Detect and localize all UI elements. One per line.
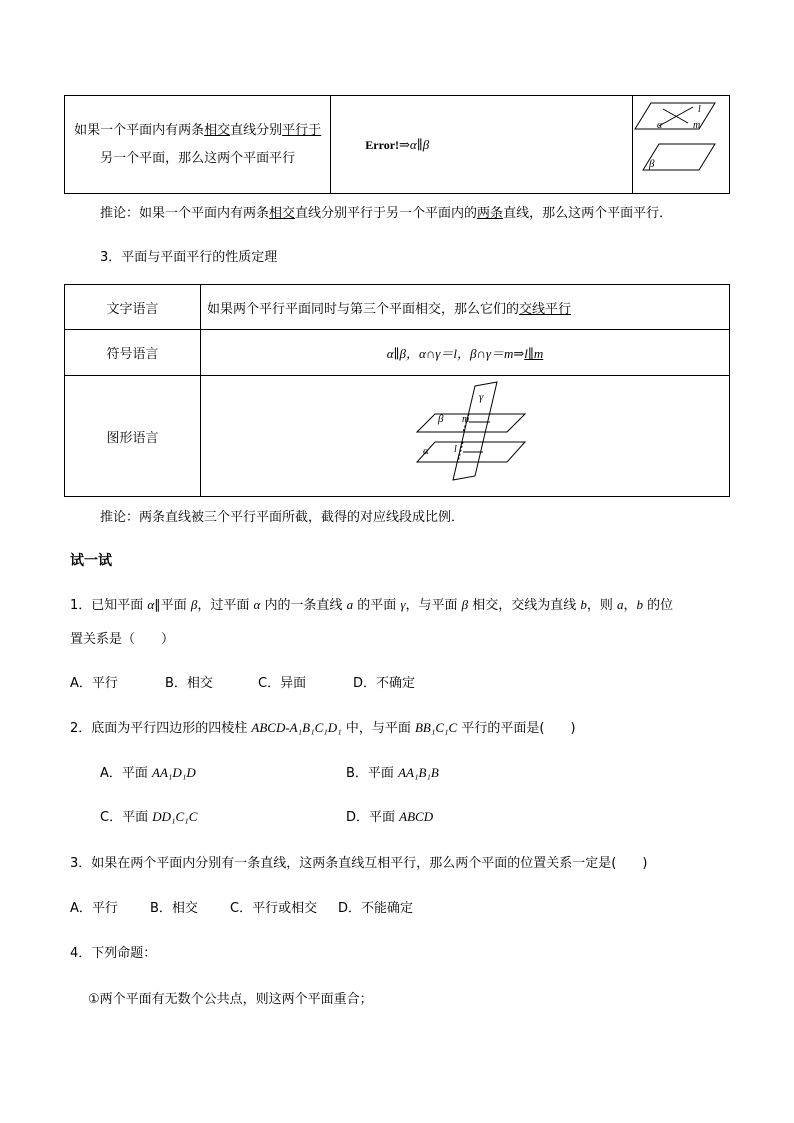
q1-stem-part: β [461,597,469,612]
theorem-text-line2: 另一个平面，那么这两个平面平行 [100,150,296,166]
fig1-l-label: l [698,104,701,115]
question-1-stem-line2: 置关系是（ ） [70,632,175,647]
fig1-beta-label: β [649,158,655,170]
theorem-text-cell [65,96,331,194]
fig1-alpha-label: α [657,120,663,131]
q1-stem-part: ，与平面 [405,598,462,613]
question-1-option-c[interactable]: C．异面 [258,676,307,691]
row-value-text-language: 如果两个平行平面同时与第三个平面相交，那么它们的交线平行 [201,285,730,330]
q1-stem-part: 的位 [643,598,674,613]
question-1-option-a[interactable]: A．平行 [70,676,118,691]
property-table [64,284,730,497]
q1-stem-part: a [617,597,624,612]
question-2-option-d[interactable]: D．平面 ABCD [346,809,434,825]
question-1-option-b[interactable]: B．相交 [165,676,213,691]
q1-stem-part: b [580,597,587,612]
theorem-symbol-cell [331,96,633,194]
question-3-option-c[interactable]: C．平行或相交 [230,901,318,916]
fig1-m-label: m [693,120,701,131]
row-label-symbol-language: 符号语言 [65,330,201,376]
question-2-option-c[interactable]: C．平面 DD₁C₁C [100,809,198,825]
row-value-figure-language [201,376,730,497]
question-4-item-1: ①两个平面有无数个公共点，则这两个平面重合； [88,992,373,1007]
q1-stem-part: 内的一条直线 [260,598,347,613]
q1-stem-part: ，过平面 [197,598,254,613]
fig2-beta-label: β [438,413,444,425]
q1-stem-part: ， [623,598,637,613]
row-label-figure-language: 图形语言 [65,376,201,497]
question-2-option-a[interactable]: A．平面 AA₁D₁D [100,765,196,781]
q1-stem-part: ，则 [586,598,618,613]
q1-stem-part: b [636,597,644,612]
three-planes-figure [201,376,729,496]
q1-stem-part: ∥平面 [154,598,191,613]
q1-stem-part: 1．已知平面 [70,598,148,613]
fig2-m-label: m [462,414,470,425]
q1-stem-part: β [190,597,198,612]
q1-stem-part: a [346,597,354,612]
q1-stem-part: 相交，交线为直线 [468,598,581,613]
question-3-stem: 3．如果在两个平面内分别有一条直线，这两条直线互相平行，那么两个平面的位置关系一定是( ) [70,856,648,871]
fig2-l-label: l [454,444,457,455]
corollary-1: 推论：如果一个平面内有两条相交直线分别平行于另一个平面内的两条直线，那么这两个平面平行． [100,206,673,221]
question-3-option-d[interactable]: D．不能确定 [338,901,414,916]
question-4-stem: 4．下列命题： [70,946,157,961]
theorem-table [64,95,730,194]
fig2-gamma-label: γ [479,391,484,403]
section-heading: 3．平面与平面平行的性质定理 [100,250,278,265]
question-1-option-d[interactable]: D．不确定 [353,676,416,691]
symbol-conclusion: ⇒α∥β [399,136,430,152]
try-heading: 试一试 [70,553,112,569]
q1-stem-part: 的平面 [353,598,401,613]
question-3-option-b[interactable]: B．相交 [150,901,198,916]
theorem-text-line1: 如果一个平面内有两条相交直线分别平行于 [74,122,322,138]
q1-stem-part: α [147,597,155,612]
question-1-stem-line1 [70,594,673,613]
fig2-alpha-label: α [423,445,429,457]
question-3-option-a[interactable]: A．平行 [70,901,118,916]
line-m-shape [663,109,688,123]
row-label-text-language: 文字语言 [65,285,201,330]
question-2-option-b[interactable]: B．平面 AA₁B₁B [346,765,439,781]
row-value-symbol-language: α∥β，α∩γ＝l，β∩γ＝m⇒l∥m [201,330,730,376]
two-planes-figure [633,96,729,193]
question-2-stem: 2．底面为平行四边形的四棱柱 ABCD-A₁B₁C₁D₁ 中，与平面 BB₁C₁C 平行的平面是( ) [70,720,576,736]
q1-stem-part: α [253,597,261,612]
corollary-2: 推论：两条直线被三个平行平面所截，截得的对应线段成比例． [100,510,465,525]
theorem-figure-cell [633,96,730,194]
q1-stem-part: γ [400,597,406,612]
error-marker: Error! [365,137,400,152]
